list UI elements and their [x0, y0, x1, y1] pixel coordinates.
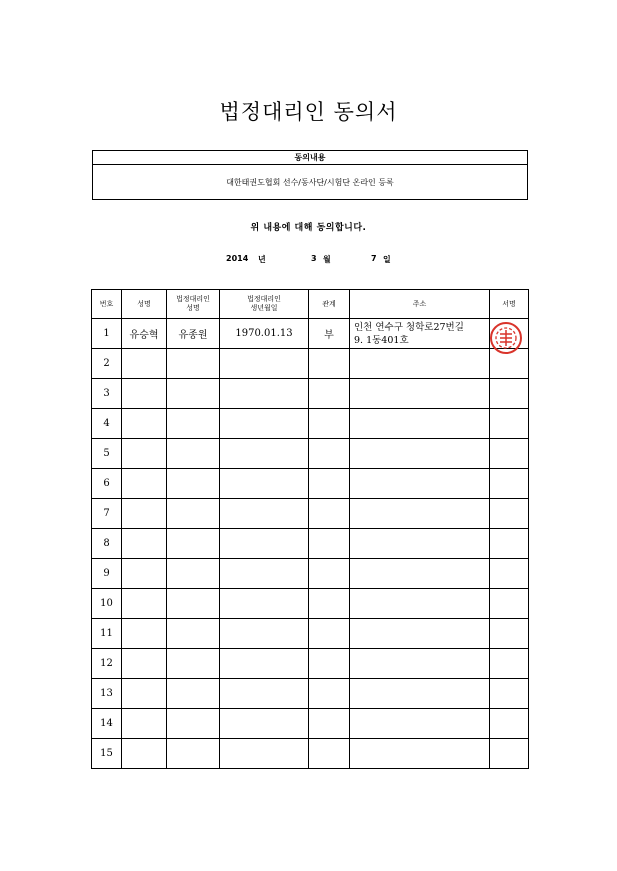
rep-birth-cell: 1970.01.13	[220, 319, 309, 349]
date-day-unit: 일	[383, 255, 391, 264]
address-cell	[350, 379, 490, 409]
rep-name-cell	[167, 709, 220, 739]
signature-cell	[490, 559, 529, 589]
address-cell	[350, 469, 490, 499]
relation-cell: 부	[309, 319, 350, 349]
signature-cell	[490, 409, 529, 439]
row-number-cell: 14	[92, 709, 122, 739]
rep-name-cell	[167, 409, 220, 439]
relation-cell	[309, 619, 350, 649]
signature-cell	[490, 529, 529, 559]
rep-birth-cell	[220, 559, 309, 589]
date-day: 7	[371, 254, 377, 263]
row-number-cell: 7	[92, 499, 122, 529]
row-number-cell: 13	[92, 679, 122, 709]
rep-birth-cell	[220, 349, 309, 379]
consent-box	[92, 150, 528, 200]
address-cell	[350, 589, 490, 619]
signature-stamp	[488, 320, 524, 356]
name-cell	[122, 349, 167, 379]
rep-birth-cell	[220, 409, 309, 439]
signature-cell	[490, 679, 529, 709]
relation-cell	[309, 589, 350, 619]
table-row	[92, 709, 529, 739]
table-row	[92, 469, 529, 499]
consent-content: 대한태권도협회 선수/동사단/시험단 온라인 등록	[226, 178, 394, 187]
header-rep-name-line2: 성명	[186, 304, 200, 312]
relation-cell	[309, 409, 350, 439]
table-row	[92, 559, 529, 589]
address-line1: 인천 연수구 청학로27번길	[354, 321, 464, 333]
date-month: 3	[311, 254, 317, 263]
name-cell	[122, 679, 167, 709]
address-cell	[350, 499, 490, 529]
rep-birth-cell	[220, 649, 309, 679]
relation-cell	[309, 529, 350, 559]
date-year-unit: 년	[258, 255, 266, 264]
relation-cell	[309, 469, 350, 499]
signature-cell	[490, 709, 529, 739]
relation-cell	[309, 559, 350, 589]
signature-cell	[490, 379, 529, 409]
address-cell	[350, 319, 490, 349]
consent-heading: 동의내용	[93, 151, 527, 165]
table-row	[92, 589, 529, 619]
name-cell	[122, 559, 167, 589]
address-cell	[350, 709, 490, 739]
row-number-cell: 2	[92, 349, 122, 379]
header-signature: 서명	[490, 290, 529, 319]
row-number-cell: 4	[92, 409, 122, 439]
header-rep-birth-line2: 생년월일	[250, 304, 278, 312]
address-cell	[350, 529, 490, 559]
table-row	[92, 529, 529, 559]
address-cell	[350, 409, 490, 439]
address-cell	[350, 649, 490, 679]
header-rep-birth	[220, 290, 309, 319]
rep-name-cell	[167, 649, 220, 679]
row-number-cell: 11	[92, 619, 122, 649]
relation-cell	[309, 379, 350, 409]
table-row	[92, 679, 529, 709]
relation-cell	[309, 679, 350, 709]
table-row	[92, 349, 529, 379]
header-no: 번호	[92, 290, 122, 319]
rep-name-cell	[167, 439, 220, 469]
name-cell	[122, 739, 167, 769]
rep-birth-cell	[220, 709, 309, 739]
signature-cell	[490, 499, 529, 529]
signature-cell	[490, 619, 529, 649]
relation-cell	[309, 739, 350, 769]
relation-cell	[309, 499, 350, 529]
relation-cell	[309, 649, 350, 679]
row-number-cell: 12	[92, 649, 122, 679]
address-cell	[350, 739, 490, 769]
rep-birth-cell	[220, 679, 309, 709]
header-name: 성명	[122, 290, 167, 319]
table-row	[92, 439, 529, 469]
row-number-cell: 3	[92, 379, 122, 409]
guardian-table	[91, 289, 529, 769]
page-title: 법정대리인 동의서	[219, 100, 398, 124]
address-cell	[350, 619, 490, 649]
relation-cell	[309, 709, 350, 739]
rep-name-cell	[167, 679, 220, 709]
address-cell	[350, 349, 490, 379]
name-cell	[122, 619, 167, 649]
row-number-cell: 15	[92, 739, 122, 769]
signature-cell	[490, 469, 529, 499]
row-number-cell: 9	[92, 559, 122, 589]
table-row	[92, 739, 529, 769]
name-cell	[122, 589, 167, 619]
rep-birth-cell	[220, 439, 309, 469]
name-cell	[122, 499, 167, 529]
header-relation: 관계	[309, 290, 350, 319]
rep-name-cell	[167, 529, 220, 559]
table-row	[92, 319, 529, 349]
name-cell	[122, 529, 167, 559]
header-address: 주소	[350, 290, 490, 319]
rep-birth-cell	[220, 529, 309, 559]
rep-birth-cell	[220, 739, 309, 769]
signature-cell	[490, 439, 529, 469]
address-cell	[350, 559, 490, 589]
rep-name-cell	[167, 619, 220, 649]
table-row	[92, 379, 529, 409]
rep-birth-cell	[220, 379, 309, 409]
rep-birth-cell	[220, 589, 309, 619]
rep-birth-cell	[220, 499, 309, 529]
rep-birth-cell	[220, 619, 309, 649]
header-rep-name-line1: 법정대리인	[176, 295, 210, 303]
row-number-cell: 8	[92, 529, 122, 559]
name-cell	[122, 649, 167, 679]
table-header-row	[92, 290, 529, 319]
name-cell	[122, 379, 167, 409]
rep-name-cell	[167, 349, 220, 379]
signature-cell	[490, 739, 529, 769]
name-cell	[122, 709, 167, 739]
date-month-unit: 월	[323, 255, 331, 264]
rep-name-cell	[167, 559, 220, 589]
name-cell	[122, 469, 167, 499]
table-row	[92, 499, 529, 529]
rep-name-cell	[167, 379, 220, 409]
rep-name-cell	[167, 499, 220, 529]
header-rep-name	[167, 290, 220, 319]
name-cell	[122, 439, 167, 469]
signature-cell	[490, 649, 529, 679]
rep-name-cell: 유종원	[167, 319, 220, 349]
row-number-cell: 10	[92, 589, 122, 619]
date-year: 2014	[226, 254, 249, 263]
rep-name-cell	[167, 469, 220, 499]
table-row	[92, 409, 529, 439]
header-rep-birth-line1: 법정대리인	[247, 295, 281, 303]
address-cell	[350, 679, 490, 709]
row-number-cell: 1	[92, 319, 122, 349]
relation-cell	[309, 349, 350, 379]
rep-name-cell	[167, 739, 220, 769]
consent-statement: 위 내용에 대해 동의합니다.	[250, 223, 367, 233]
rep-name-cell	[167, 589, 220, 619]
name-cell	[122, 409, 167, 439]
table-row	[92, 649, 529, 679]
signature-cell	[490, 589, 529, 619]
relation-cell	[309, 439, 350, 469]
row-number-cell: 6	[92, 469, 122, 499]
address-line2: 9. 1동401호	[354, 334, 409, 346]
table-row	[92, 619, 529, 649]
rep-birth-cell	[220, 469, 309, 499]
row-number-cell: 5	[92, 439, 122, 469]
name-cell: 유승혁	[122, 319, 167, 349]
address-cell	[350, 439, 490, 469]
